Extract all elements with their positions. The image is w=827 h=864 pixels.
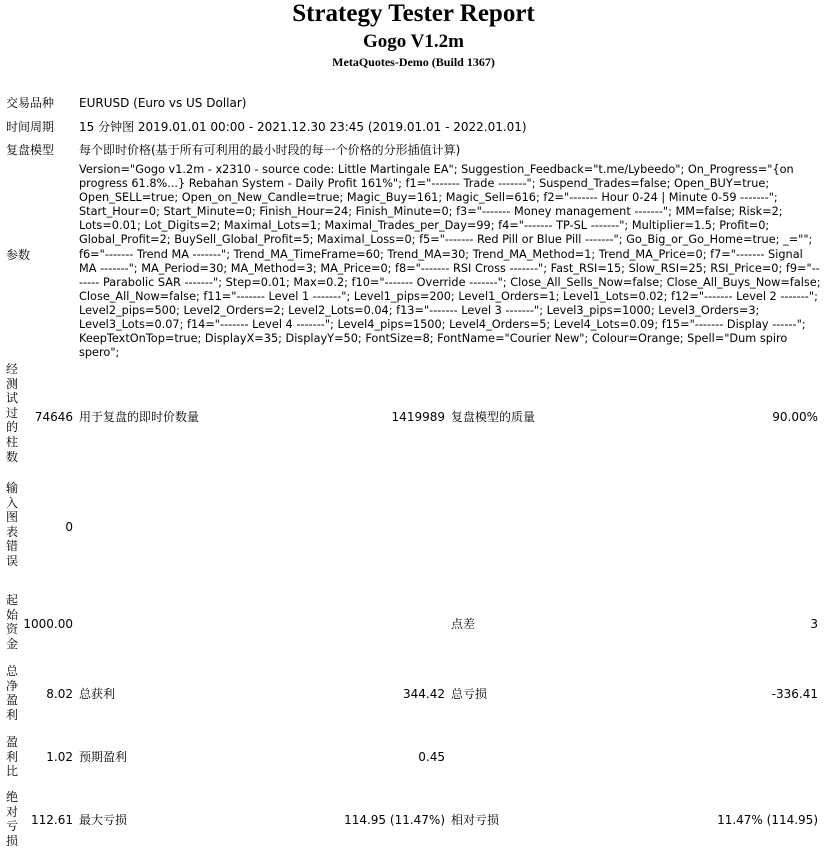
abs-drawdown-value: 112.61 [31,813,73,827]
deposit-label: 起始资金 [6,593,19,651]
profit-factor-value: 1.02 [46,750,73,764]
period-label: 时间周期 [6,120,55,134]
abs-drawdown-label: 绝对亏损 [6,790,19,848]
gross-profit-value: 344.42 [403,687,445,701]
quality-label: 复盘模型的质量 [451,410,536,424]
deposit-value: 1000.00 [23,617,73,631]
gross-loss-value: -336.41 [771,687,818,701]
net-profit-label: 总净盈利 [6,664,19,722]
net-profit-value: 8.02 [46,687,73,701]
expert-name: Gogo V1.2m [363,31,464,52]
quality-value: 90.00% [772,410,818,424]
rel-drawdown-value: 11.47% (114.95) [717,813,818,827]
max-drawdown-label: 最大亏损 [79,813,128,827]
bars-label: 经测试过的柱数 [6,362,19,464]
max-drawdown-value: 114.95 (11.47%) [344,813,445,827]
params-value: Version="Gogo v1.2m - x2310 - source code: Little Martingale EA"; Suggestion_Feedback="t.me/Lybeedo"; On_Progress="{on progress 61.8%...} Rebahan System - Daily Profit 161%"; f1="------- Trade -------"; Suspend_Trades=false; Open_BUY=true; Open_SELL=true; Open_on_New_Candle=true; Magic_Buy=161; Magic_Sell=616; f2="------- Hour 0-24 | Minute 0-59 -------"; Start_Hour=0; Start_Minute=0; Finish_Hour=24; Finish_Minute=0; f3="------- Money management -------"; MM=false; Risk=2; Lots=0.01; Lot_Digits=2; Maximal_Lots=1; Maximal_Trades_per_Day=99; f4="------- TP-SL -------"; Multiplier=1.5; Profit=0; Global_Profit=2; BuySell_Global_Profit=5; Maximal_Loss=0; f5="------- Red Pill or Blue Pill -------"; Go_Big_or_Go_Home=true; _=""; f6="------- Trend MA -------"; Trend_MA_TimeFrame=60; Trend_MA=30; Trend_MA_Method=1; Trend_MA_Price=0; f7="------- Signal MA -------"; MA_Period=30; MA_Method=3; MA_Price=0; f8="------- RSI Cross -------"; Fast_RSI=15; Slow_RSI=25; RSI_Price=0; f9="------- Parabolic SAR -------"; Step=0.01; Max=0.2; f10="------- Override -------"; Close_All_Sells_Now=false; Close_All_Buys_Now=false; Close_All_Now=false; f11="------- Level 1 -------"; Level1_pips=200; Level1_Orders=1; Level1_Lots=0.02; f12="------- Level 2 -------"; Level2_pips=500; Level2_Orders=2; Level2_Lots=0.04; f13="------- Level 3 -------"; Level3_pips=1000; Level3_Orders=3; Level3_Lots=0.07; f14="------- Level 4 -------"; Level4_pips=1500; Level4_Orders=5; Level4_Lots=0.09; f15="------- Display ------"; KeepTextOnTop=true; DisplayX=35; DisplayY=50; FontSize=8; FontName="Courier New"; Colour=Orange; Spell="Dum spiro spero"; [79,163,821,360]
profit-factor-label: 盈利比 [6,735,19,779]
ticks-label: 用于复盘的即时价数量 [79,410,200,424]
gross-profit-label: 总获利 [79,687,116,701]
spread-label: 点差 [451,617,476,631]
errors-value: 0 [65,520,73,534]
server-build: MetaQuotes-Demo (Build 1367) [332,55,495,69]
model-value: 每个即时价格(基于所有可利用的最小时段的每一个价格的分形插值计算) [79,143,461,157]
bars-value: 74646 [34,410,73,424]
symbol-label: 交易品种 [6,96,55,110]
expected-payoff-label: 预期盈利 [79,750,128,764]
rel-drawdown-label: 相对亏损 [451,813,500,827]
spread-value: 3 [810,617,818,631]
params-label: 参数 [6,248,31,262]
symbol-value: EURUSD (Euro vs US Dollar) [79,96,247,110]
model-label: 复盘模型 [6,143,55,157]
report-title: Strategy Tester Report [292,0,535,27]
errors-label: 输入图表错误 [6,481,19,568]
gross-loss-label: 总亏损 [451,687,488,701]
period-value: 15 分钟图 2019.01.01 00:00 - 2021.12.30 23:45 (2019.01.01 - 2022.01.01) [79,120,527,134]
ticks-value: 1419989 [391,410,445,424]
expected-payoff-value: 0.45 [418,750,445,764]
